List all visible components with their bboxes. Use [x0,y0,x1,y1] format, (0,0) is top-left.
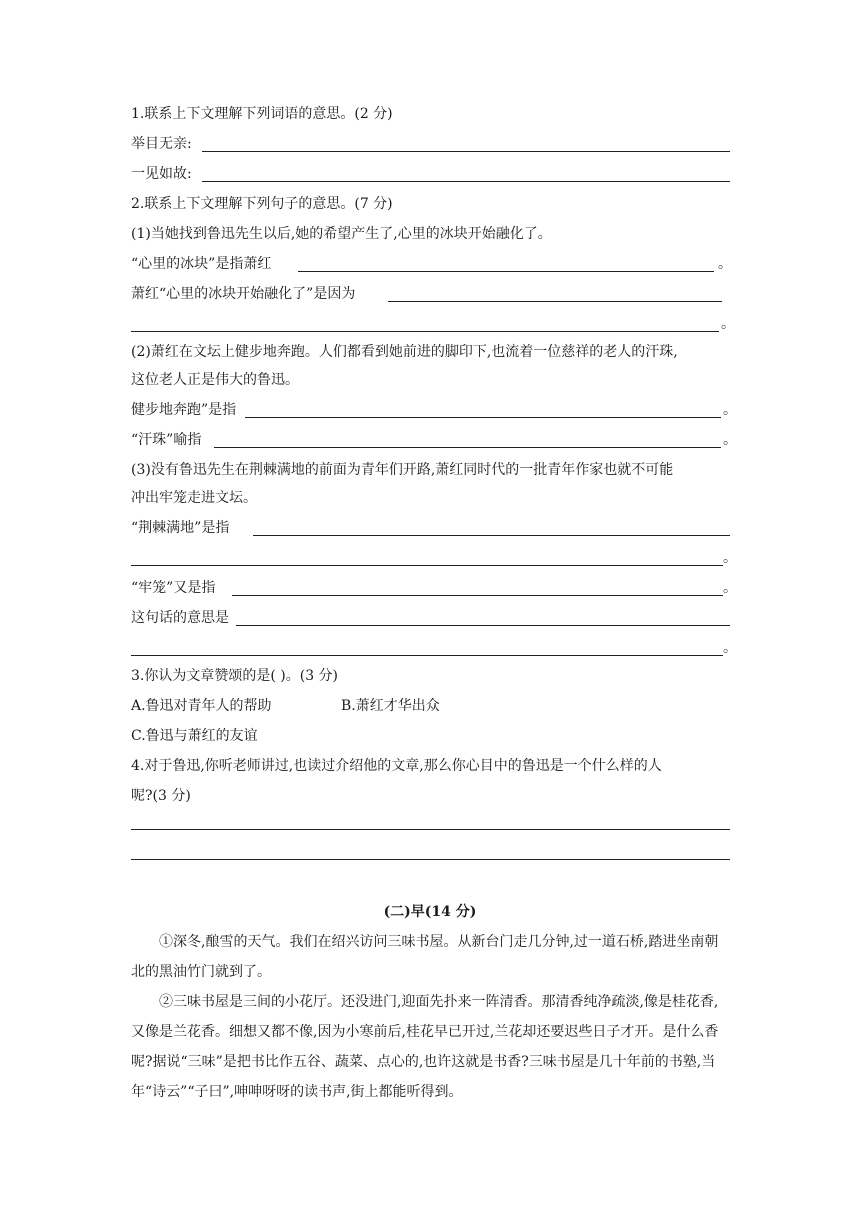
section-2-title: (二)早(14 分) [383,904,477,920]
q2-s2-b-answer-line[interactable] [214,447,721,448]
q2-s1-b-answer-line[interactable] [388,301,722,302]
q2-s1-a-label: “心里的冰块”是指萧红 [131,256,272,272]
q2-sentence-3-line-2: 冲出牢笼走进文坛。 [131,490,257,506]
q3-prompt: 3.你认为文章赞颂的是( )。(3 分) [131,668,339,684]
q2-s2-a-label: 健步地奔跑”是指 [131,402,237,418]
q1-item-1-label: 举目无亲: [131,136,192,152]
q2-s3-c-answer-line[interactable] [236,625,730,626]
q2-s2-b-period: 。 [723,432,737,448]
section-2-paragraph-2: ②三味书屋是三间的小花厅。还没进门,迎面先扑来一阵清香。那清香纯净疏淡,像是桂花香,又像是兰花香。细想又都不像,因为小寒前后,桂花早已开过,兰花却还要迟些日子才开。是什么香呢?据说“三味”是把书比作五谷、蔬菜、点心的,也许这就是书香?三味书屋是几十年前的书塾,当年“诗云”“子曰”,呻呻呀呀的读书声,街上都能听得到。 [131,994,719,1100]
q2-s1-a-answer-line[interactable] [298,271,714,272]
q2-s3-b-period: 。 [723,580,737,596]
q2-prompt: 2.联系上下文理解下列句子的意思。(7 分) [131,196,393,212]
q2-sentence-3-line-1: (3)没有鲁迅先生在荆棘满地的前面为青年们开路,萧红同时代的一批青年作家也就不可能 [131,462,674,478]
q2-s3-a-period: 。 [723,550,737,566]
q3-option-b[interactable]: B.萧红才华出众 [341,698,440,714]
q3-option-c[interactable]: C.鲁迅与萧红的友谊 [131,728,258,744]
q2-s1-b-label: 萧红“心里的冰块开始融化了”是因为 [131,286,356,302]
q4-prompt-line-2: 呢?(3 分) [131,788,191,804]
q2-s1-b-period: 。 [721,316,735,332]
q2-s3-c-label: 这句话的意思是 [131,610,229,626]
q2-s3-a-answer-line-2[interactable] [131,565,723,566]
q2-s3-c-period: 。 [723,640,737,656]
q2-s3-a-label: “荆棘满地”是指 [131,520,230,536]
q2-s2-a-answer-line[interactable] [245,417,721,418]
q4-prompt-line-1: 4.对于鲁迅,你听老师讲过,也读过介绍他的文章,那么你心目中的鲁迅是一个什么样的人 [131,758,662,774]
q4-answer-line-2[interactable] [131,859,730,860]
q1-item-1-answer-line[interactable] [202,151,730,152]
q2-sentence-1: (1)当她找到鲁迅先生以后,她的希望产生了,心里的冰块开始融化了。 [131,226,552,242]
q1-item-2-answer-line[interactable] [202,181,730,182]
q1-item-2-label: 一见如故: [131,166,192,182]
q1-prompt: 1.联系上下文理解下列词语的意思。(2 分) [131,106,393,122]
q2-s2-a-period: 。 [723,402,737,418]
q2-s2-b-label: “汗珠”喻指 [131,432,202,448]
q2-s1-b-answer-line-2[interactable] [131,331,719,332]
q2-s1-a-period: 。 [718,256,732,272]
q2-s3-b-label: “牢笼”又是指 [131,580,216,596]
q2-sentence-2-line-2: 这位老人正是伟大的鲁迅。 [131,372,299,388]
q3-option-a[interactable]: A.鲁迅对青年人的帮助 [131,698,272,714]
q2-s3-c-answer-line-2[interactable] [131,655,723,656]
q4-answer-line-1[interactable] [131,829,730,830]
q2-s3-a-answer-line[interactable] [253,535,730,536]
q2-sentence-2-line-1: (2)萧红在文坛上健步地奔跑。人们都看到她前进的脚印下,也流着一位慈祥的老人的汗珠, [131,344,678,360]
section-2-paragraph-1: ①深冬,酿雪的天气。我们在绍兴访问三味书屋。从新台门走几分钟,过一道石桥,踏进坐南朝北的黑油竹门就到了。 [131,934,719,980]
q2-s3-b-answer-line[interactable] [232,595,723,596]
